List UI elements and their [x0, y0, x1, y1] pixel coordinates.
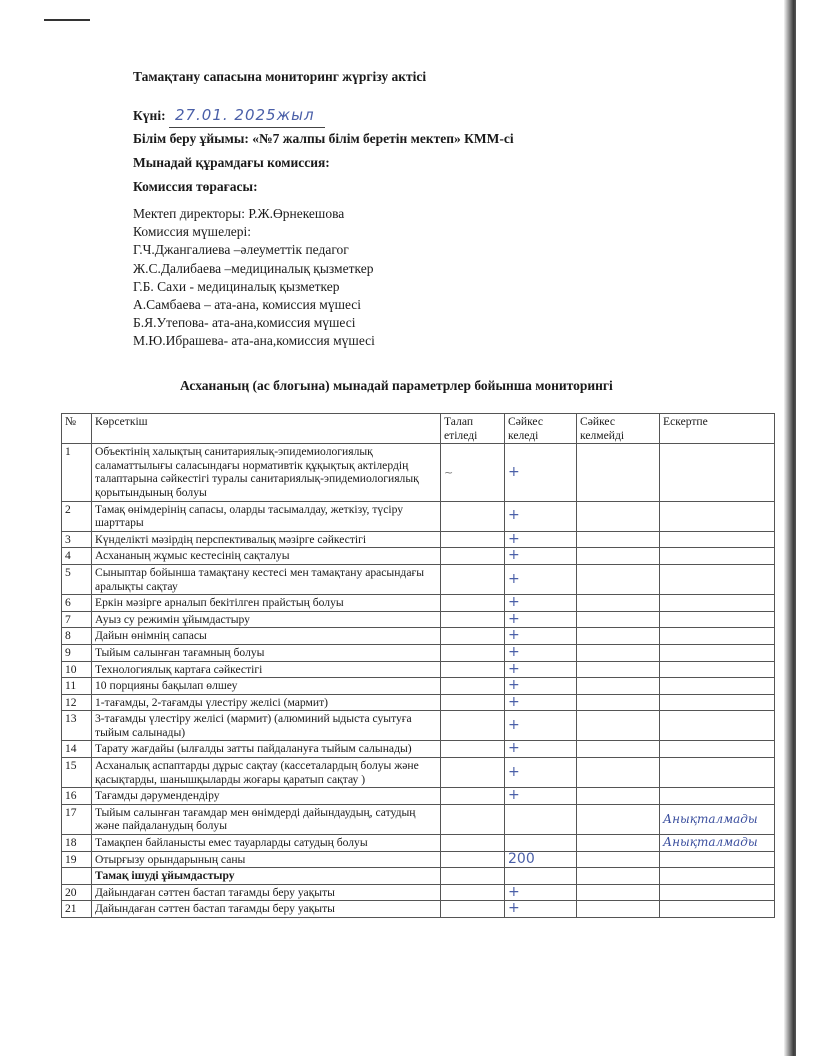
row-noncompliant — [577, 531, 660, 548]
table-row — [62, 758, 775, 788]
row-number: 10 — [62, 661, 92, 678]
table-row — [62, 501, 775, 531]
row-compliant-mark — [505, 804, 577, 834]
table-header-row — [62, 414, 775, 444]
row-compliant-mark: + — [505, 564, 577, 594]
table-row — [62, 548, 775, 565]
col-header-indicator: Көрсеткіш — [92, 414, 441, 444]
row-indicator: Ауыз су режимін ұйымдастыру — [92, 611, 441, 628]
row-compliant-mark: + — [505, 788, 577, 805]
row-noncompliant — [577, 564, 660, 594]
row-indicator: Объектінің халықтың санитариялық-эпидемиологиялық саламаттылығы саласындағы нормативтік құқықтық актілердің талаптарына сәйкестігі туралы санитариялық-эпидемиологиялық қорытындының болуы — [92, 444, 441, 501]
document-header — [133, 69, 753, 199]
row-note — [660, 788, 775, 805]
row-required-mark — [441, 501, 505, 531]
row-compliant-mark: + — [505, 628, 577, 645]
row-note: Анықталмады — [660, 804, 775, 834]
row-compliant-mark: + — [505, 711, 577, 741]
row-compliant-mark: + — [505, 678, 577, 695]
table-title: Асхананың (ас блогына) мынадай параметрлер бойынша мониторингі — [180, 378, 613, 393]
row-note — [660, 694, 775, 711]
row-indicator: Тамақпен байланысты емес тауарларды сатудың болуы — [92, 835, 441, 852]
row-number: 12 — [62, 694, 92, 711]
row-compliant-mark: + — [505, 444, 577, 501]
monitoring-table — [61, 413, 775, 918]
row-note — [660, 711, 775, 741]
row-note — [660, 501, 775, 531]
member-line: А.Самбаева – ата-ана, комиссия мүшесі — [133, 297, 362, 313]
row-note — [660, 901, 775, 918]
row-required-mark — [441, 678, 505, 695]
table-row — [62, 694, 775, 711]
row-noncompliant — [577, 611, 660, 628]
row-compliant-mark: + — [505, 548, 577, 565]
act-title: Тамақтану сапасына мониторинг жүргізу актісі — [133, 69, 427, 84]
col-header-noncompliant: Сәйкес келмейді — [577, 414, 660, 444]
row-indicator: 3-тағамды үлестіру желісі (мармит) (алюминий ыдыста суытуға тыйым салынады) — [92, 711, 441, 741]
row-indicator: Отырғызу орындарының саны — [92, 851, 441, 868]
row-note — [660, 611, 775, 628]
commission-members — [133, 205, 375, 351]
row-required-mark — [441, 694, 505, 711]
member-line: Б.Я.Утепова- ата-ана,комиссия мүшесі — [133, 315, 356, 331]
row-indicator: 10 порцияны бақылап өлшеу — [92, 678, 441, 695]
table-body — [62, 444, 775, 918]
row-noncompliant — [577, 884, 660, 901]
row-required-mark — [441, 835, 505, 852]
section-num-empty — [62, 868, 92, 885]
scan-edge-mark — [44, 19, 90, 21]
row-required-mark — [441, 548, 505, 565]
row-indicator: Сыныптар бойынша тамақтану кестесі мен тамақтану арасындағы аралықты сақтау — [92, 564, 441, 594]
row-noncompliant — [577, 694, 660, 711]
row-compliant-mark: + — [505, 741, 577, 758]
row-number: 2 — [62, 501, 92, 531]
row-compliant-mark — [505, 835, 577, 852]
section-empty-cell — [577, 868, 660, 885]
table-row — [62, 788, 775, 805]
row-indicator: Тағамды дәрумендендіру — [92, 788, 441, 805]
row-number: 20 — [62, 884, 92, 901]
section-empty-cell — [441, 868, 505, 885]
row-noncompliant — [577, 644, 660, 661]
row-required-mark — [441, 884, 505, 901]
row-indicator: 1-тағамды, 2-тағамды үлестіру желісі (мармит) — [92, 694, 441, 711]
row-noncompliant — [577, 788, 660, 805]
row-number: 18 — [62, 835, 92, 852]
chairman-label: Комиссия төрағасы: — [133, 179, 258, 194]
row-note — [660, 678, 775, 695]
table-row — [62, 564, 775, 594]
col-header-num: № — [62, 414, 92, 444]
row-number: 11 — [62, 678, 92, 695]
col-header-compliant: Сәйкес келеді — [505, 414, 577, 444]
date-line — [133, 103, 753, 127]
row-note — [660, 851, 775, 868]
col-header-note: Ескертпе — [660, 414, 775, 444]
row-noncompliant — [577, 804, 660, 834]
table-row — [62, 901, 775, 918]
row-number: 19 — [62, 851, 92, 868]
row-compliant-mark: + — [505, 595, 577, 612]
member-line: Г.Ч.Джангалиева –әлеуметтік педагог — [133, 242, 349, 258]
row-required-mark — [441, 628, 505, 645]
row-note — [660, 741, 775, 758]
row-note — [660, 758, 775, 788]
row-required-mark — [441, 595, 505, 612]
section-row — [62, 868, 775, 885]
table-row — [62, 678, 775, 695]
member-line: Комиссия мүшелері: — [133, 224, 252, 240]
row-noncompliant — [577, 758, 660, 788]
row-required-mark — [441, 804, 505, 834]
row-required-mark — [441, 611, 505, 628]
row-noncompliant — [577, 628, 660, 645]
row-note — [660, 444, 775, 501]
row-noncompliant — [577, 741, 660, 758]
section-empty-cell — [505, 868, 577, 885]
row-number: 3 — [62, 531, 92, 548]
col-header-required: Талап етіледі — [441, 414, 505, 444]
row-indicator: Тыйым салынған тағамның болуы — [92, 644, 441, 661]
row-number: 17 — [62, 804, 92, 834]
row-note: Анықталмады — [660, 835, 775, 852]
row-number: 4 — [62, 548, 92, 565]
row-noncompliant — [577, 901, 660, 918]
row-noncompliant — [577, 501, 660, 531]
table-row — [62, 804, 775, 834]
date-value-handwritten: 27.01. 2025жыл — [169, 103, 325, 128]
row-number: 9 — [62, 644, 92, 661]
member-line: Ж.С.Далибаева –медициналық қызметкер — [133, 260, 374, 276]
row-noncompliant — [577, 548, 660, 565]
row-noncompliant — [577, 444, 660, 501]
row-required-mark — [441, 661, 505, 678]
row-compliant-mark: + — [505, 758, 577, 788]
row-note — [660, 628, 775, 645]
row-indicator: Дайындаған сәттен бастап тағамды беру уақыты — [92, 884, 441, 901]
row-required-mark — [441, 564, 505, 594]
row-note — [660, 595, 775, 612]
table-row — [62, 884, 775, 901]
row-required-mark — [441, 711, 505, 741]
row-required-mark — [441, 741, 505, 758]
row-required-mark: ~ — [441, 444, 505, 501]
row-number: 7 — [62, 611, 92, 628]
row-noncompliant — [577, 711, 660, 741]
row-number: 6 — [62, 595, 92, 612]
table-row — [62, 444, 775, 501]
table-row — [62, 644, 775, 661]
row-number: 1 — [62, 444, 92, 501]
row-compliant-mark: 200 — [505, 851, 577, 868]
row-indicator: Технологиялық картаға сәйкестігі — [92, 661, 441, 678]
row-compliant-mark: + — [505, 901, 577, 918]
row-required-mark — [441, 644, 505, 661]
row-indicator: Дайындаған сәттен бастап тағамды беру уақыты — [92, 901, 441, 918]
row-compliant-mark: + — [505, 501, 577, 531]
member-line: М.Ю.Ибрашева- ата-ана,комиссия мүшесі — [133, 333, 375, 349]
row-number: 8 — [62, 628, 92, 645]
row-indicator: Асхананың жұмыс кестесінің сақталуы — [92, 548, 441, 565]
row-indicator: Тамақ өнімдерінің сапасы, оларды тасымалдау, жеткізу, түсіру шарттары — [92, 501, 441, 531]
row-compliant-mark: + — [505, 611, 577, 628]
member-line: Г.Б. Сахи - медициналық қызметкер — [133, 278, 340, 294]
row-compliant-mark: + — [505, 661, 577, 678]
row-indicator: Асханалық аспаптарды дұрыс сақтау (кассеталардың болуы және қасықтарды, шанышқыларды жоғары қаратып сақтау ) — [92, 758, 441, 788]
row-indicator: Тарату жағдайы (ылғалды затты пайдалануға тыйым салынады) — [92, 741, 441, 758]
row-note — [660, 661, 775, 678]
row-noncompliant — [577, 661, 660, 678]
row-number: 14 — [62, 741, 92, 758]
row-required-mark — [441, 788, 505, 805]
row-note — [660, 564, 775, 594]
row-note — [660, 884, 775, 901]
row-number: 5 — [62, 564, 92, 594]
row-number: 21 — [62, 901, 92, 918]
row-number: 13 — [62, 711, 92, 741]
organization-line: Білім беру ұйымы: «№7 жалпы білім беретін мектеп» КММ-сі — [133, 131, 514, 146]
table-row — [62, 711, 775, 741]
section-label: Тамақ ішуді ұйымдастыру — [92, 868, 441, 885]
date-label: Күні: — [133, 108, 166, 123]
table-row — [62, 531, 775, 548]
commission-composition: Мынадай құрамдағы комиссия: — [133, 155, 330, 170]
row-compliant-mark: + — [505, 694, 577, 711]
scan-page-edge — [784, 0, 796, 1056]
row-indicator: Еркін мәзірге арналып бекітілген прайстың болуы — [92, 595, 441, 612]
row-required-mark — [441, 758, 505, 788]
row-noncompliant — [577, 851, 660, 868]
table-row — [62, 628, 775, 645]
row-required-mark — [441, 531, 505, 548]
row-note — [660, 644, 775, 661]
row-number: 16 — [62, 788, 92, 805]
table-row — [62, 661, 775, 678]
table-row — [62, 851, 775, 868]
row-compliant-mark: + — [505, 531, 577, 548]
section-empty-cell — [660, 868, 775, 885]
row-compliant-mark: + — [505, 644, 577, 661]
member-line: Мектеп директоры: Р.Ж.Өрнекешова — [133, 206, 345, 221]
row-noncompliant — [577, 678, 660, 695]
row-required-mark — [441, 851, 505, 868]
row-note — [660, 548, 775, 565]
table-row — [62, 741, 775, 758]
table-row — [62, 595, 775, 612]
table-row — [62, 835, 775, 852]
row-indicator: Тыйым салынған тағамдар мен өнімдерді дайындаудың, сатудың және пайдаланудың болуы — [92, 804, 441, 834]
row-compliant-mark: + — [505, 884, 577, 901]
table-row — [62, 611, 775, 628]
row-indicator: Дайын өнімнің сапасы — [92, 628, 441, 645]
row-number: 15 — [62, 758, 92, 788]
row-required-mark — [441, 901, 505, 918]
row-noncompliant — [577, 835, 660, 852]
row-noncompliant — [577, 595, 660, 612]
row-indicator: Күнделікті мәзірдің перспективалық мәзірге сәйкестігі — [92, 531, 441, 548]
row-note — [660, 531, 775, 548]
